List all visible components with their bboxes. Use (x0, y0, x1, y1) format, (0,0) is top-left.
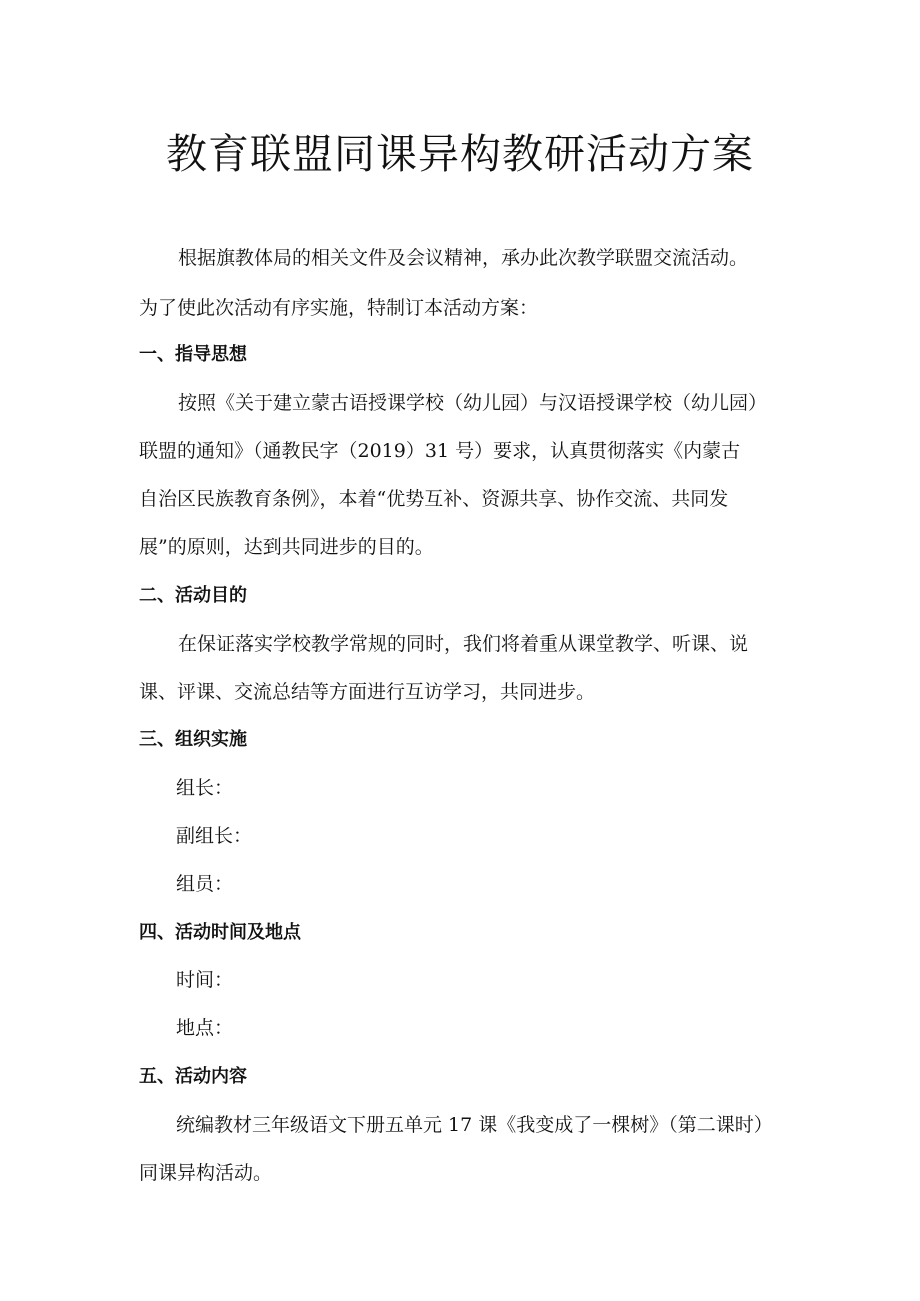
section-heading-1: 一、指导思想 (139, 344, 247, 365)
team-leader-line: 组长： (176, 777, 234, 799)
section-1-line-1: 按照《关于建立蒙古语授课学校（幼儿园）与汉语授课学校（幼儿园） (178, 392, 768, 414)
section-5-line-2: 同课异构活动。 (139, 1162, 273, 1184)
section-2-line-2: 课、评课、交流总结等方面进行互访学习，共同进步。 (139, 681, 596, 703)
section-1-line-3: 自治区民族教育条例》，本着“优势互补、资源共享、协作交流、共同发 (139, 488, 729, 510)
deputy-leader-line: 副组长： (176, 825, 253, 847)
intro-line-2: 为了使此次活动有序实施，特制订本活动方案： (139, 297, 539, 319)
section-1-line-4: 展”的原则，达到共同进步的目的。 (139, 536, 434, 558)
time-line: 时间： (176, 969, 234, 991)
location-line: 地点： (176, 1017, 234, 1039)
intro-line-1: 根据旗教体局的相关文件及会议精神，承办此次教学联盟交流活动。 (178, 247, 749, 269)
section-5-line-1: 统编教材三年级语文下册五单元 17 课《我变成了一棵树》（第二课时） (176, 1114, 773, 1136)
section-1-line-2: 联盟的通知》（通教民字（2019）31 号）要求，认真贯彻落实《内蒙古 (139, 440, 741, 462)
document-title: 教育联盟同课异构教研活动方案 (166, 130, 754, 178)
section-heading-4: 四、活动时间及地点 (139, 922, 301, 943)
section-heading-2: 二、活动目的 (139, 585, 247, 606)
section-heading-3: 三、组织实施 (139, 729, 247, 750)
team-members-line: 组员： (176, 873, 234, 895)
section-heading-5: 五、活动内容 (139, 1066, 247, 1087)
section-2-line-1: 在保证落实学校教学常规的同时，我们将着重从课堂教学、听课、说 (178, 633, 749, 655)
